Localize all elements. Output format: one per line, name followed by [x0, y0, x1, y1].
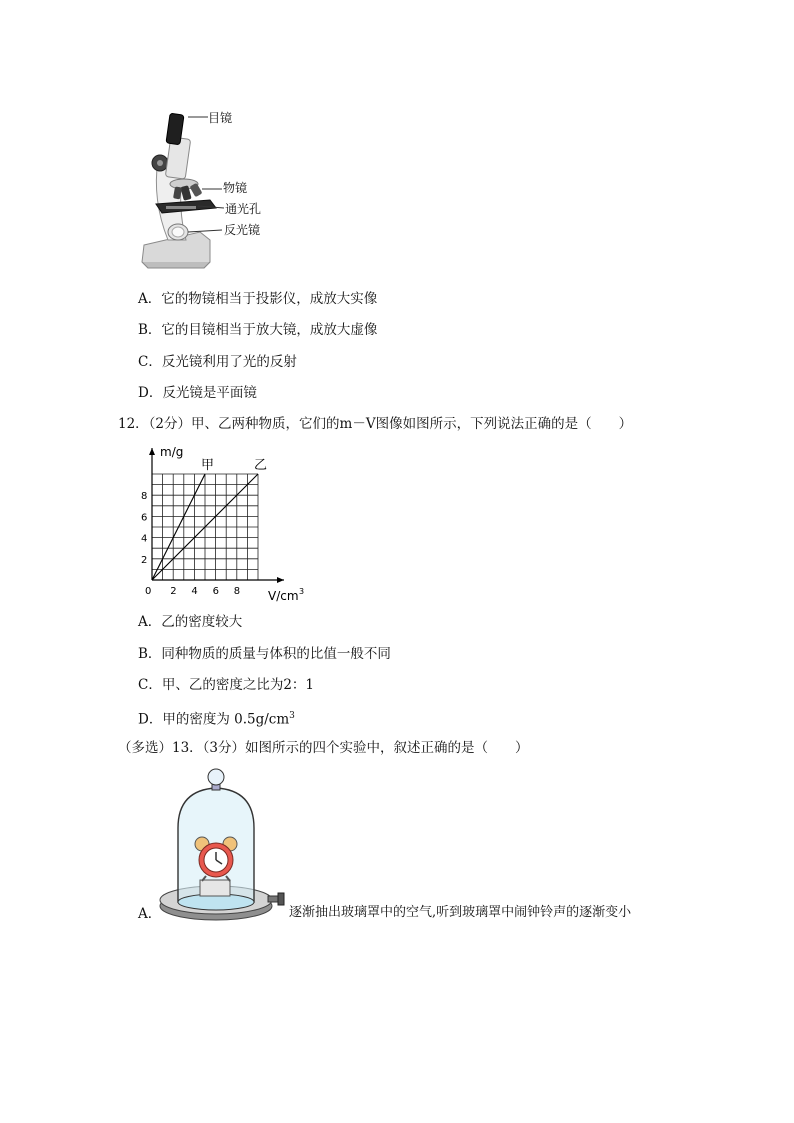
label-light-hole: 通光孔: [225, 202, 262, 216]
y-axis-arrow: [149, 448, 155, 455]
x-tick-label: 2: [170, 586, 177, 597]
q12-option-a: A．乙的密度较大: [138, 614, 243, 630]
x-tick-label: 8: [233, 586, 241, 597]
y-tick-label: 6: [141, 512, 148, 524]
x-tick-label: 4: [191, 586, 198, 597]
q11-option-d: D．反光镜是平面镜: [138, 385, 257, 401]
series-label-0: 甲: [201, 458, 215, 473]
y-tick-label: 2: [141, 554, 148, 566]
q13-option-a-letter: A．: [138, 906, 162, 922]
q11-option-a: A．它的物镜相当于投影仪，成放大实像: [138, 291, 378, 307]
y-axis-label: m/g: [160, 445, 184, 459]
q12-option-d-text: D．甲的密度为 0.5g/cm: [138, 711, 290, 728]
y-tick-label: 4: [141, 533, 148, 545]
q11-option-b: B．它的目镜相当于放大镜，成放大虚像: [138, 322, 378, 338]
q12-option-b: B．同种物质的质量与体积的比值一般不同: [138, 646, 391, 662]
x-axis-label-sup: 3: [299, 587, 305, 596]
mv-chart: [130, 440, 330, 608]
q12-option-d-sup: 3: [289, 711, 295, 721]
mv-chart-svg: [130, 440, 330, 608]
label-eyepiece: 目镜: [208, 111, 233, 125]
q13-option-a-text: 逐渐抽出玻璃罩中的空气,听到玻璃罩中闹钟铃声的逐渐变小: [289, 905, 632, 920]
series-label-1: 乙: [254, 458, 268, 473]
label-objective: 物镜: [223, 181, 248, 195]
bell-jar-figure: [158, 768, 290, 930]
q11-option-c: C．反光镜利用了光的反射: [138, 354, 297, 370]
x-tick-label: 6: [212, 586, 219, 597]
x-axis-arrow: [277, 577, 284, 583]
label-mirror: 反光镜: [224, 223, 261, 237]
q12-stem: 12．（2分）甲、乙两种物质，它们的m－V图像如图所示，下列说法正确的是（ ）: [118, 416, 633, 432]
q12-option-d: [138, 708, 295, 728]
x-axis-label: V/cm: [268, 589, 299, 603]
y-tick-label: 8: [141, 491, 148, 503]
x-tick-label: 0: [145, 586, 152, 597]
q13-stem: （多选）13．（3分）如图所示的四个实验中，叙述正确的是（ ）: [118, 740, 529, 756]
bell-jar-illustration: [158, 768, 290, 930]
q12-option-c: C．甲、乙的密度之比为2：1: [138, 677, 315, 693]
